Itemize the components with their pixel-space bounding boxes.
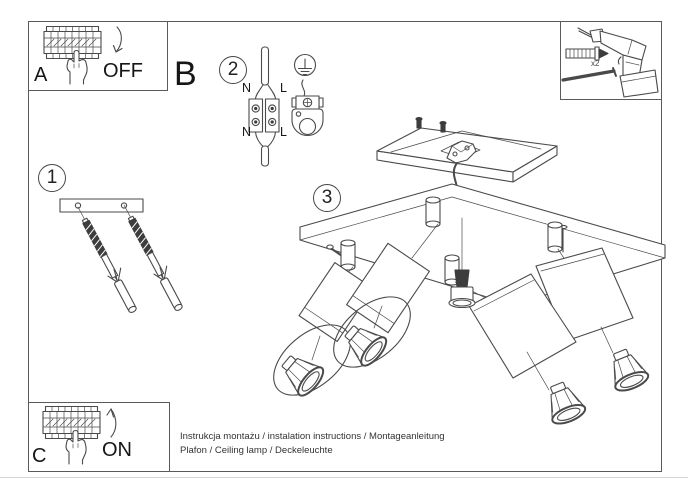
curved-down-arrow-icon bbox=[114, 27, 123, 52]
page-bottom-edge bbox=[0, 477, 688, 478]
panel-c-action-label: ON bbox=[102, 439, 132, 461]
wire-live-bottom-label: L bbox=[280, 125, 287, 139]
breaker-strip-icon-a bbox=[44, 27, 101, 59]
wire-neutral-bottom-label: N bbox=[242, 125, 252, 139]
mounting-screw-icon bbox=[563, 68, 616, 80]
earth-ground-symbol-icon bbox=[295, 55, 316, 76]
curved-up-arrow-icon bbox=[107, 409, 116, 437]
panel-a-action-label: OFF bbox=[103, 60, 143, 82]
wire-neutral-top-label: N bbox=[242, 81, 252, 95]
ground-terminal-bracket-icon bbox=[292, 80, 323, 136]
section-b-label: B bbox=[174, 55, 197, 93]
mounting-bar-icon bbox=[60, 199, 143, 212]
gu10-bulb-right-outer-icon bbox=[601, 327, 651, 394]
breaker-strip-icon-c bbox=[43, 407, 100, 439]
footer-product-line: Plafon / Ceiling lamp / Deckeleuchte bbox=[180, 445, 333, 456]
gu10-bulb-left-outer-icon bbox=[275, 336, 327, 399]
wall-anchor-icon bbox=[566, 47, 608, 60]
wiring-diagram-icon bbox=[249, 47, 279, 166]
wire-live-top-label: L bbox=[280, 81, 287, 95]
panel-c-label: C bbox=[32, 445, 47, 467]
step-3-number: 3 bbox=[321, 187, 333, 208]
panel-a-label: A bbox=[34, 64, 48, 86]
step-2-badge bbox=[219, 56, 247, 84]
step-1-badge bbox=[38, 164, 66, 192]
step-1-number: 1 bbox=[46, 167, 58, 188]
footer-instructions-line: Instrukcja montażu / instalation instructions / Montageanleitung bbox=[180, 431, 445, 442]
power-drill-icon bbox=[578, 28, 658, 97]
step-3-badge bbox=[313, 184, 341, 212]
step-2-number: 2 bbox=[227, 59, 239, 80]
anchor-quantity-label: x2 bbox=[591, 59, 600, 68]
